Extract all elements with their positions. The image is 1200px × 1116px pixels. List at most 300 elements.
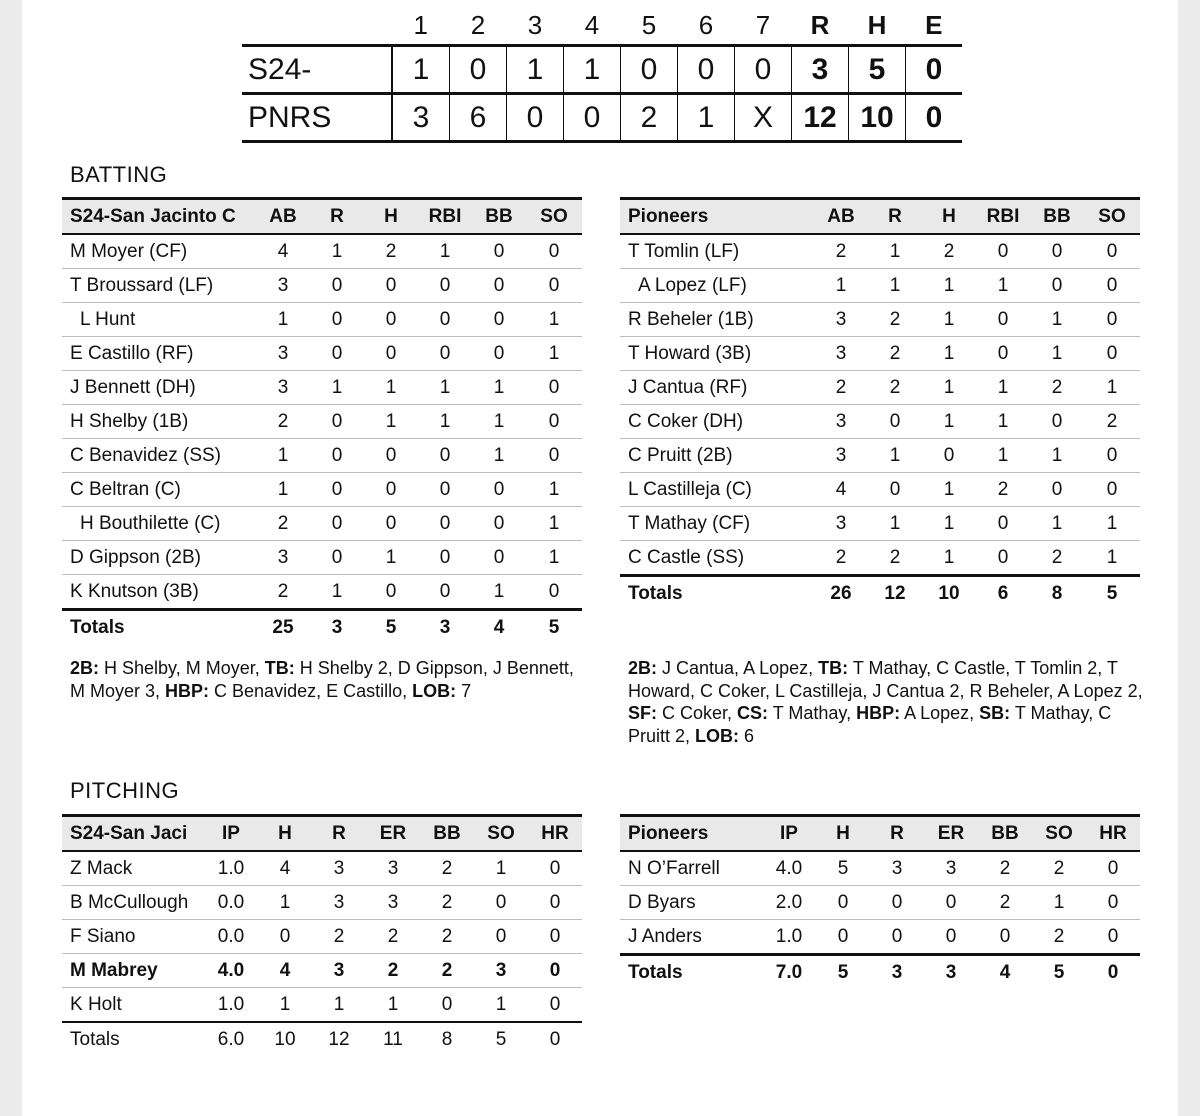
line-score-header-row (242, 6, 962, 46)
stat-cell: 0 (472, 337, 526, 371)
total-cell: 3 (870, 955, 924, 990)
stat-cell: 0 (1030, 405, 1084, 439)
stat-cell: 0 (310, 473, 364, 507)
stat-cell: 0 (526, 405, 582, 439)
note-key: HBP: (856, 703, 901, 723)
stat-cell: 0 (868, 405, 922, 439)
total-cell: 12 (868, 576, 922, 611)
stat-header: H (816, 816, 870, 852)
total-cell: 26 (814, 576, 868, 611)
note-key: 2B: (70, 658, 100, 678)
stat-cell: 1 (256, 473, 310, 507)
line-score-corner (242, 6, 392, 46)
stat-cell: 0 (472, 269, 526, 303)
batter-row (62, 371, 582, 405)
stat-cell: 0 (976, 234, 1030, 269)
player-name: T Broussard (LF) (62, 269, 256, 303)
stat-cell: 0 (310, 405, 364, 439)
batter-row (62, 303, 582, 337)
stat-cell: 2 (978, 886, 1032, 920)
batter-row (62, 234, 582, 269)
total-runs: 3 (792, 46, 849, 94)
stat-cell: 0 (922, 439, 976, 473)
stat-cell: 1 (472, 575, 526, 610)
inning-header: 5 (641, 9, 657, 40)
batter-row (62, 473, 582, 507)
player-name: A Lopez (LF) (620, 269, 814, 303)
player-name: C Beltran (C) (62, 473, 256, 507)
stat-cell: 2 (364, 234, 418, 269)
stat-cell: 0 (418, 473, 472, 507)
pitcher-row (620, 920, 1140, 955)
stat-cell: 0 (1086, 851, 1140, 886)
total-cell: 7.0 (762, 955, 816, 990)
stat-cell: 1 (922, 269, 976, 303)
player-name: L Castilleja (C) (620, 473, 814, 507)
inning-header: 1 (413, 9, 428, 40)
stat-cell: 3 (366, 851, 420, 886)
stat-cell: 0 (924, 886, 978, 920)
stat-cell: 0 (418, 439, 472, 473)
stat-cell: 3 (256, 337, 310, 371)
note-key: TB: (264, 658, 295, 678)
stat-cell: 2 (1084, 405, 1140, 439)
stat-cell: 0 (976, 507, 1030, 541)
stat-cell: 0 (1084, 473, 1140, 507)
stat-cell: 1 (976, 371, 1030, 405)
team-abbrev: PNRS (242, 94, 392, 142)
total-hits: 10 (849, 94, 906, 142)
total-cell: 6 (976, 576, 1030, 611)
player-name: J Bennett (DH) (62, 371, 256, 405)
team-name-header: Pioneers (620, 199, 814, 235)
stat-cell: 1 (1032, 886, 1086, 920)
stat-cell: 1 (1030, 337, 1084, 371)
stat-header: R (310, 199, 364, 235)
stat-cell: 1 (1084, 507, 1140, 541)
total-cell: 6.0 (204, 1022, 258, 1056)
player-name: N O’Farrell (620, 851, 762, 886)
pitcher-row (620, 851, 1140, 886)
line-score-row-away (242, 46, 962, 94)
pitcher-row (62, 851, 582, 886)
stat-header: SO (1032, 816, 1086, 852)
note-value: T Mathay, C Pruitt 2, (628, 703, 1112, 746)
stat-cell: 0 (924, 920, 978, 955)
stat-cell: 2 (868, 303, 922, 337)
stat-cell: 0.0 (204, 920, 258, 954)
stat-cell: 3 (924, 851, 978, 886)
inning-score: 0 (735, 46, 792, 94)
inning-score: 0 (507, 94, 564, 142)
stat-cell: 1 (418, 371, 472, 405)
pitching-table-home (620, 814, 1140, 989)
player-name: T Howard (3B) (620, 337, 814, 371)
stat-header: AB (814, 199, 868, 235)
stat-cell: 3 (366, 886, 420, 920)
stat-cell: 0 (526, 269, 582, 303)
stat-cell: 2 (922, 234, 976, 269)
note-value: J Cantua, A Lopez, (657, 658, 819, 678)
inning-score: 2 (621, 94, 678, 142)
stat-cell: 0 (474, 920, 528, 954)
stat-cell: 1 (868, 439, 922, 473)
batter-row (620, 473, 1140, 507)
totals-row (62, 610, 582, 645)
batter-row (620, 234, 1140, 269)
stat-cell: 1 (310, 234, 364, 269)
note-key: LOB: (412, 680, 457, 701)
stat-cell: 1 (364, 405, 418, 439)
stat-cell: 1 (474, 988, 528, 1023)
inning-header: 6 (698, 9, 714, 40)
stat-cell: 0 (528, 988, 582, 1023)
batting-table-away (62, 197, 582, 644)
stat-cell: 4.0 (204, 954, 258, 988)
errors-header: E (925, 9, 943, 40)
note-value: H Shelby 2, D Gippson, J Bennett, M Moyer 3, (70, 658, 574, 701)
stat-cell: 0 (472, 303, 526, 337)
stat-cell: 1 (310, 575, 364, 610)
stat-cell: 2 (1030, 541, 1084, 576)
inning-score: 1 (564, 46, 621, 94)
stat-cell: 0 (1030, 234, 1084, 269)
stat-cell: 0 (418, 269, 472, 303)
stat-header: BB (978, 816, 1032, 852)
batter-row (62, 541, 582, 575)
stat-cell: 3 (474, 954, 528, 988)
batter-row (62, 269, 582, 303)
stat-cell: 1 (418, 234, 472, 269)
stat-cell: 0 (472, 507, 526, 541)
stat-cell: 0 (364, 473, 418, 507)
stat-cell: 1 (474, 851, 528, 886)
inning-score: 1 (678, 94, 735, 142)
stat-cell: 1 (364, 371, 418, 405)
stat-cell: 2 (814, 234, 868, 269)
stat-cell: 0 (976, 337, 1030, 371)
player-name: K Holt (62, 988, 204, 1023)
total-cell: 0 (1086, 955, 1140, 990)
note-value: T Mathay, (768, 703, 857, 723)
total-errors: 0 (906, 46, 963, 94)
stat-header: ER (924, 816, 978, 852)
stat-cell: 2 (366, 920, 420, 954)
stat-header: HR (1086, 816, 1140, 852)
totals-row (620, 955, 1140, 990)
stat-cell: 0 (418, 575, 472, 610)
stat-cell: 1 (312, 988, 366, 1023)
stat-cell: 3 (312, 886, 366, 920)
total-cell: 4 (978, 955, 1032, 990)
player-name: H Bouthilette (C) (62, 507, 256, 541)
stat-cell: 1 (418, 405, 472, 439)
stat-cell: 1 (922, 405, 976, 439)
stat-cell: 0 (310, 541, 364, 575)
stat-cell: 1 (922, 541, 976, 576)
stat-cell: 4 (256, 234, 310, 269)
stat-cell: 3 (312, 954, 366, 988)
stat-cell: 1 (868, 269, 922, 303)
pitching-section-title: PITCHING (70, 778, 180, 803)
stat-cell: 0 (528, 920, 582, 954)
batter-row (62, 405, 582, 439)
inning-score: 0 (621, 46, 678, 94)
player-name: M Moyer (CF) (62, 234, 256, 269)
stat-cell: 0 (310, 507, 364, 541)
batter-row (62, 337, 582, 371)
stat-header: R (868, 199, 922, 235)
stat-cell: 0 (528, 886, 582, 920)
player-name: C Pruitt (2B) (620, 439, 814, 473)
batter-row (620, 303, 1140, 337)
player-name: J Cantua (RF) (620, 371, 814, 405)
stat-header: BB (420, 816, 474, 852)
stat-cell: 0 (418, 337, 472, 371)
stat-cell: 3 (256, 269, 310, 303)
inning-score: X (735, 94, 792, 142)
stat-cell: 1.0 (762, 920, 816, 955)
stat-cell: 0 (474, 886, 528, 920)
stat-cell: 3 (256, 541, 310, 575)
total-cell: 0 (528, 1022, 582, 1056)
stat-cell: 1 (922, 473, 976, 507)
stat-cell: 0 (364, 507, 418, 541)
player-name: E Castillo (RF) (62, 337, 256, 371)
stat-cell: 1 (526, 541, 582, 575)
total-cell: 5 (1084, 576, 1140, 611)
stat-header: BB (472, 199, 526, 235)
stat-cell: 0 (310, 303, 364, 337)
batting-section-title: BATTING (70, 162, 168, 187)
stat-cell: 0 (526, 439, 582, 473)
stat-cell: 3 (814, 405, 868, 439)
stat-cell: 1 (868, 507, 922, 541)
total-cell: 5 (816, 955, 870, 990)
stat-cell: 2.0 (762, 886, 816, 920)
inning-header: 3 (527, 9, 543, 40)
stat-cell: 2 (868, 541, 922, 576)
player-name: C Castle (SS) (620, 541, 814, 576)
stat-cell: 3 (312, 851, 366, 886)
total-cell: 4 (472, 610, 526, 645)
note-key: CS: (737, 703, 769, 723)
pitcher-row (62, 920, 582, 954)
stat-cell: 2 (814, 541, 868, 576)
stat-header: RBI (418, 199, 472, 235)
inning-score: 0 (564, 94, 621, 142)
stat-cell: 0 (364, 439, 418, 473)
stat-cell: 1 (472, 405, 526, 439)
total-cell: 11 (366, 1022, 420, 1056)
note-value: T Mathay, C Castle, T Tomlin 2, T Howard, C Coker, L Castilleja, J Cantua 2, R Beheler, A Lopez 2, (628, 658, 1143, 701)
stat-cell: 0 (364, 575, 418, 610)
pitching-header-row (620, 816, 1140, 852)
stat-cell: 1 (1084, 541, 1140, 576)
stat-cell: 2 (1032, 920, 1086, 955)
inning-header: 2 (470, 9, 486, 40)
stat-cell: 2 (868, 371, 922, 405)
inning-score: 0 (678, 46, 735, 94)
batter-row (62, 439, 582, 473)
stat-cell: 4 (814, 473, 868, 507)
player-name: M Mabrey (62, 954, 204, 988)
stat-cell: 0 (310, 439, 364, 473)
total-cell: 3 (418, 610, 472, 645)
stat-cell: 4.0 (762, 851, 816, 886)
stat-cell: 1 (922, 507, 976, 541)
stat-cell: 1.0 (204, 851, 258, 886)
stat-cell: 1 (1030, 439, 1084, 473)
total-cell: 10 (258, 1022, 312, 1056)
batter-row (62, 507, 582, 541)
stat-cell: 3 (814, 507, 868, 541)
stat-cell: 0 (868, 473, 922, 507)
totals-row (620, 576, 1140, 611)
stat-header: SO (526, 199, 582, 235)
stat-cell: 1 (526, 507, 582, 541)
stat-cell: 2 (312, 920, 366, 954)
stat-cell: 0 (816, 886, 870, 920)
batting-notes-away (70, 657, 590, 702)
stat-cell: 1 (526, 473, 582, 507)
total-cell: 10 (922, 576, 976, 611)
stat-cell: 0 (472, 541, 526, 575)
batter-row (620, 371, 1140, 405)
note-key: LOB: (695, 725, 740, 746)
stat-cell: 0 (310, 269, 364, 303)
stat-cell: 0 (1086, 920, 1140, 955)
stat-cell: 1 (1084, 371, 1140, 405)
batting-header-row (620, 199, 1140, 235)
stat-header: HR (528, 816, 582, 852)
stat-cell: 0 (310, 337, 364, 371)
stat-cell: 0 (870, 886, 924, 920)
player-name: L Hunt (62, 303, 256, 337)
stat-cell: 1 (922, 337, 976, 371)
stat-header: RBI (976, 199, 1030, 235)
note-value: C Coker, (657, 703, 738, 723)
player-name: C Benavidez (SS) (62, 439, 256, 473)
stat-header: H (258, 816, 312, 852)
total-runs: 12 (792, 94, 849, 142)
stat-cell: 1 (922, 303, 976, 337)
stat-cell: 2 (256, 575, 310, 610)
stat-cell: 1 (976, 269, 1030, 303)
stat-cell: 0 (1084, 439, 1140, 473)
note-key: SF: (628, 703, 657, 723)
player-name: T Mathay (CF) (620, 507, 814, 541)
stat-cell: 0 (1084, 269, 1140, 303)
totals-label: Totals (620, 576, 814, 611)
inning-header: 7 (755, 9, 771, 40)
hits-header: H (867, 9, 887, 40)
stat-cell: 1 (256, 303, 310, 337)
stat-cell: 0 (816, 920, 870, 955)
stat-cell: 1 (814, 269, 868, 303)
stat-cell: 1 (364, 541, 418, 575)
stat-header: IP (204, 816, 258, 852)
player-name: C Coker (DH) (620, 405, 814, 439)
stat-cell: 0 (420, 988, 474, 1023)
pitcher-row (62, 988, 582, 1023)
stat-cell: 0 (472, 234, 526, 269)
batter-row (620, 269, 1140, 303)
batter-row (620, 337, 1140, 371)
note-value: H Shelby, M Moyer, (99, 658, 265, 678)
stat-cell: 3 (814, 303, 868, 337)
player-name: F Siano (62, 920, 204, 954)
stat-cell: 0 (976, 541, 1030, 576)
stat-cell: 0 (526, 575, 582, 610)
batter-row (620, 507, 1140, 541)
stat-header: BB (1030, 199, 1084, 235)
stat-cell: 0 (528, 851, 582, 886)
pitcher-row (620, 886, 1140, 920)
stat-cell: 0 (472, 473, 526, 507)
stat-cell: 1 (976, 439, 1030, 473)
inning-score: 1 (507, 46, 564, 94)
stat-header: R (870, 816, 924, 852)
stat-cell: 3 (814, 439, 868, 473)
stat-header: ER (366, 816, 420, 852)
stat-header: R (312, 816, 366, 852)
stat-cell: 4 (258, 851, 312, 886)
stat-header: IP (762, 816, 816, 852)
stat-header: AB (256, 199, 310, 235)
total-cell: 5 (526, 610, 582, 645)
batter-row (620, 541, 1140, 576)
stat-cell: 2 (256, 507, 310, 541)
stat-cell: 0 (364, 337, 418, 371)
player-name: Z Mack (62, 851, 204, 886)
total-cell: 3 (310, 610, 364, 645)
stat-cell: 0 (1030, 269, 1084, 303)
stat-cell: 0 (258, 920, 312, 954)
player-name: T Tomlin (LF) (620, 234, 814, 269)
stat-cell: 1 (868, 234, 922, 269)
team-name-header: S24-San Jaci (62, 816, 204, 852)
stat-cell: 0 (870, 920, 924, 955)
stat-cell: 4 (258, 954, 312, 988)
note-value: A Lopez, (900, 703, 980, 723)
total-cell: 8 (420, 1022, 474, 1056)
total-errors: 0 (906, 94, 963, 142)
stat-cell: 0 (1084, 337, 1140, 371)
stat-cell: 2 (420, 886, 474, 920)
runs-header: R (810, 9, 830, 40)
stat-cell: 1 (310, 371, 364, 405)
batter-row (620, 439, 1140, 473)
stat-cell: 0 (976, 303, 1030, 337)
inning-score: 3 (392, 94, 450, 142)
stat-header: SO (1084, 199, 1140, 235)
note-value: C Benavidez, E Castillo, (209, 680, 413, 701)
pitching-table-away (62, 814, 582, 1056)
stat-cell: 0 (418, 507, 472, 541)
total-cell: 5 (364, 610, 418, 645)
stat-cell: 2 (420, 851, 474, 886)
pitcher-row (62, 886, 582, 920)
stat-cell: 2 (256, 405, 310, 439)
stat-cell: 1.0 (204, 988, 258, 1023)
total-cell: 12 (312, 1022, 366, 1056)
stat-cell: 2 (1030, 371, 1084, 405)
stat-header: SO (474, 816, 528, 852)
stat-cell: 1 (472, 439, 526, 473)
inning-score: 0 (450, 46, 507, 94)
stat-cell: 0 (526, 234, 582, 269)
